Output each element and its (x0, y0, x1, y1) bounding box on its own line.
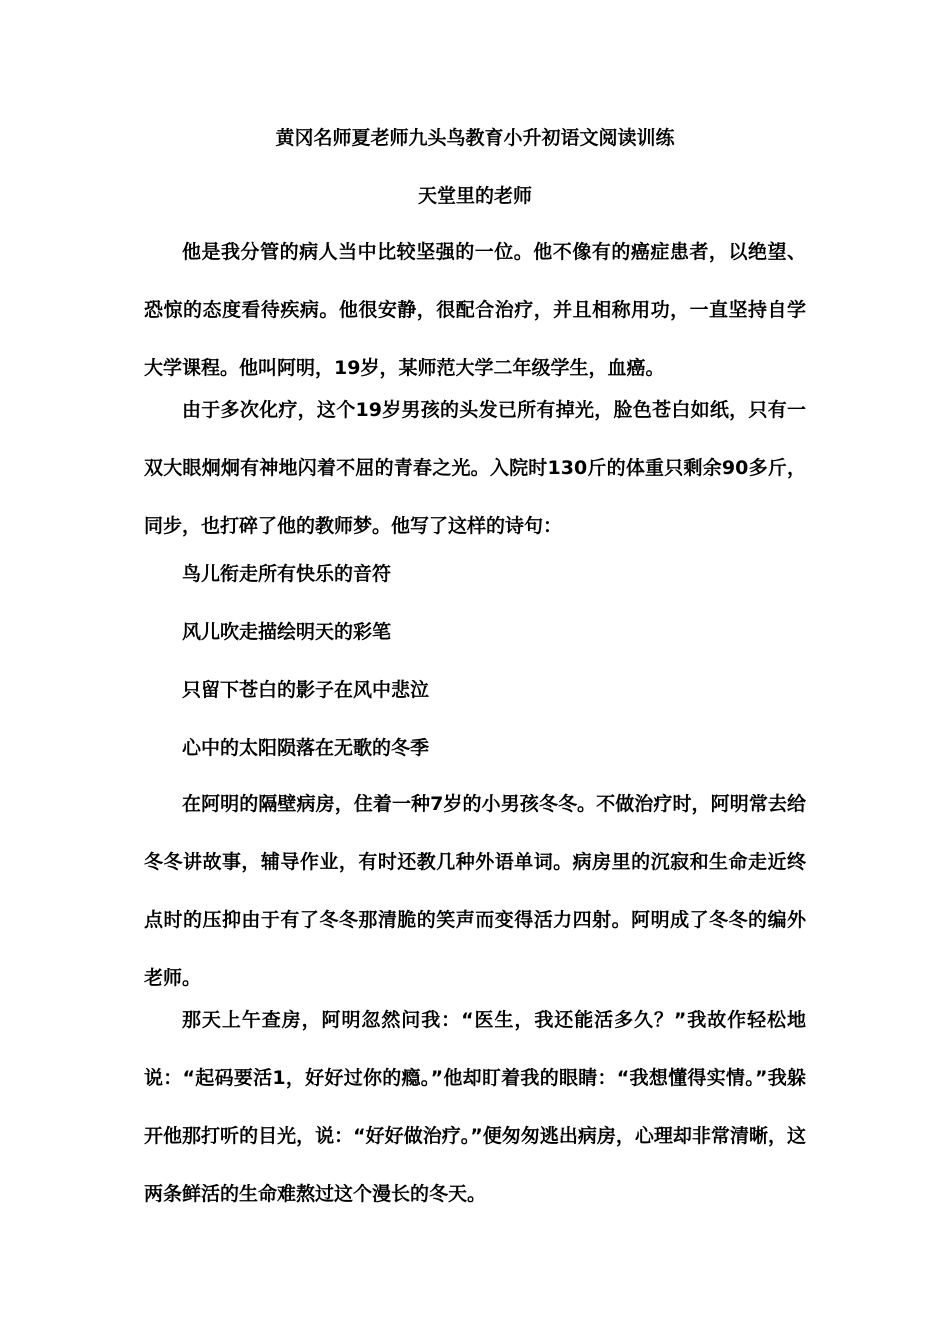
article-title: 天堂里的老师 (417, 185, 532, 207)
poem-line: 只留下苍白的影子在风中悲泣 (182, 679, 430, 701)
paragraph: 在阿明的隔壁病房，住着一种7岁的小男孩冬冬。不做治疗时，阿明常去给冬冬讲故事，辅导作业，有时还教几种外语单词。病房里的沉寂和生命走近终点时的压抑由于有了冬冬那清脆的笑声而变得活力四射。阿明成了冬冬的编外老师。 (144, 793, 806, 989)
document-header: 黄冈名师夏老师九头鸟教育小升初语文阅读训练 (275, 127, 675, 149)
paragraph: 由于多次化疗，这个19岁男孩的头发已所有掉光，脸色苍白如纸，只有一双大眼炯炯有神地闪着不屈的青春之光。入院时130斤的体重只剩余90多斤，同步，也打碎了他的教师梦。他写了这样的诗句： (144, 399, 806, 537)
paragraph: 他是我分管的病人当中比较坚强的一位。他不像有的癌症患者，以绝望、恐惊的态度看待疾病。他很安静，很配合治疗，并且相称用功，一直坚持自学大学课程。他叫阿明，19岁，某师范大学二年级学生，血癌。 (144, 241, 806, 379)
paragraph: 那天上午查房，阿明忽然问我：“医生，我还能活多久？”我故作轻松地说：“起码要活1，好好过你的瘾。”他却盯着我的眼睛：“我想懂得实情。”我躲开他那打听的目光，说：“好好做治疗。”便匆匆逃出病房，心理却非常清晰，这两条鲜活的生命难熬过这个漫长的冬天。 (144, 1009, 806, 1205)
poem-line: 风儿吹走描绘明天的彩笔 (182, 621, 392, 643)
poem-line: 心中的太阳陨落在无歌的冬季 (182, 737, 430, 759)
poem-line: 鸟儿衔走所有快乐的音符 (182, 563, 392, 585)
